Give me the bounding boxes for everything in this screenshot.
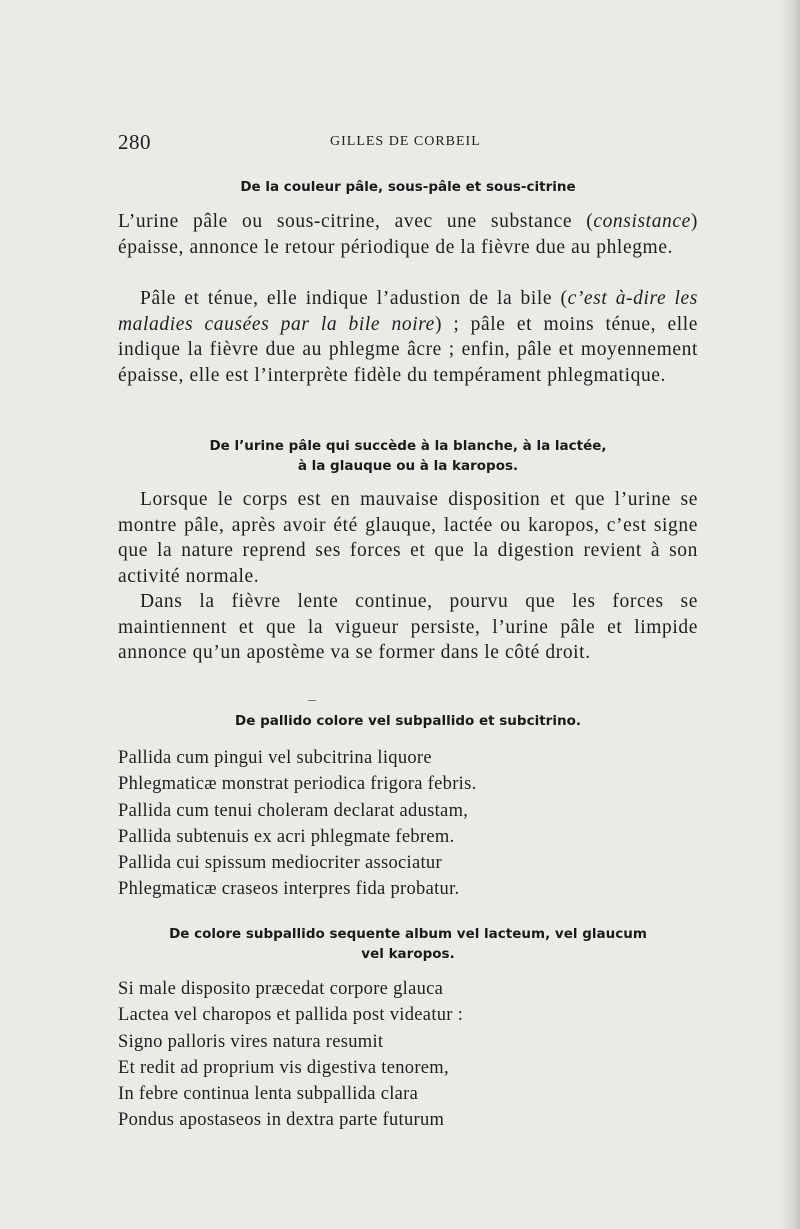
section-heading-pallido (118, 711, 698, 731)
verse-line: Signo palloris vires natura resumit (118, 1031, 384, 1052)
heading-text: De pallido colore vel subpallido et subcitrino. (235, 713, 581, 729)
verse-line: Pallida subtenuis ex acri phlegmate febrem. (118, 826, 455, 847)
verse-block-si-male (118, 976, 698, 1134)
verse-line: Pallida cum pingui vel subcitrina liquore (118, 748, 432, 768)
verse-line: Si male disposito præcedat corpore glauca (118, 979, 444, 999)
verse-line: Phlegmaticæ craseos interpres fida probatur. (118, 879, 460, 900)
verse-line: Pallida cum tenui choleram declarat adustam, (118, 800, 469, 821)
heading-line: vel karopos. (361, 946, 455, 962)
running-title: GILLES DE CORBEIL (330, 134, 481, 149)
paragraph-fievre-lente (118, 589, 698, 666)
paragraph-text: Dans la fièvre lente continue, pourvu que les forces se maintiennent et que la vigueur persiste, l’urine pâle et limpide annonce qu’un apostème va se former dans le côté droit. (118, 591, 698, 664)
section-heading-urine-pale-succede (118, 436, 698, 476)
section-heading-subpallido (118, 924, 698, 964)
paragraph-italic-part: consistance (593, 211, 691, 232)
verse-line: Pallida cui spissum mediocriter associatur (118, 853, 442, 874)
verse-line: Lactea vel charopos et pallida post videatur : (118, 1005, 464, 1026)
paragraph-text-part: L’urine pâle ou sous-citrine, avec une substance ( (118, 211, 594, 232)
verse-line: In febre continua lenta subpallida clara (118, 1084, 419, 1105)
paragraph-lorsque (118, 487, 698, 589)
page-number: 280 (118, 130, 151, 154)
paragraph-pale-tenue (118, 286, 698, 388)
verse-block-pallida (118, 745, 698, 903)
printer-mark (308, 700, 316, 701)
paragraph-text: Lorsque le corps est en mauvaise disposition et que l’urine se montre pâle, après avoir été glauque, lactée ou karopos, c’est signe que la nature reprend ses forces et que la digestion revient à son activité normale. (118, 489, 698, 587)
paragraph-text-part: ) ; pâle et moins ténue, elle indique la fièvre due au phlegme âcre ; enfin, pâle et moyennement épaisse, elle est l’interprète fidèle du tempérament phlegmatique. (118, 313, 698, 386)
paragraph-urine-pale (118, 209, 698, 260)
paragraph-text-part: Pâle et ténue, elle indique l’adustion de la bile ( (140, 288, 568, 309)
verse-line: Phlegmaticæ monstrat periodica frigora febris. (118, 774, 477, 795)
heading-text: De la couleur pâle, sous-pâle et sous-citrine (240, 179, 576, 195)
paragraph-italic-part: c’est à-dire les maladies causées par la bile noire (118, 288, 698, 335)
page-edge-shadow (778, 0, 800, 1229)
section-heading-couleur-pale (118, 177, 698, 197)
page-header (118, 130, 698, 158)
heading-line: De colore subpallido sequente album vel lacteum, vel glaucum (169, 926, 647, 942)
verse-line: Pondus apostaseos in dextra parte futurum (118, 1110, 445, 1131)
heading-line: à la glauque ou à la karopos. (297, 458, 519, 474)
verse-line: Et redit ad proprium vis digestiva tenorem, (118, 1057, 449, 1078)
heading-line: De l’urine pâle qui succède à la blanche, à la lactée, (209, 438, 607, 454)
paragraph-text-part: ) épaisse, annonce le retour périodique de la fièvre due au phlegme. (118, 211, 698, 258)
